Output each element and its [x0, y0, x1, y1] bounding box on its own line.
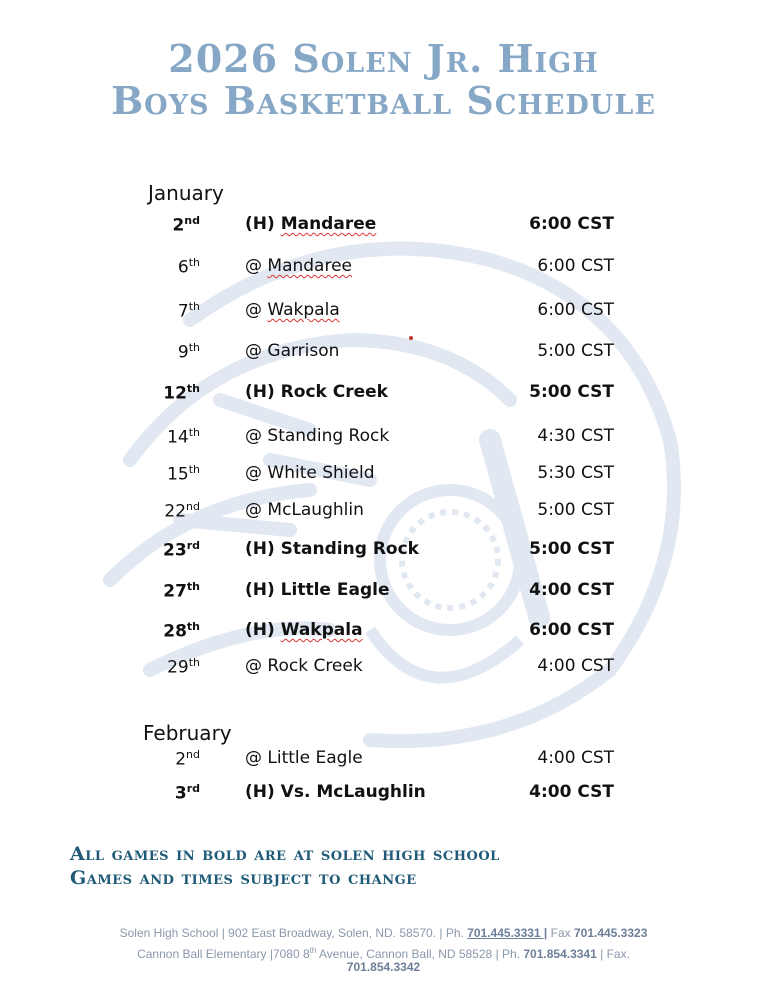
game-opponent: (H) Little Eagle [245, 580, 390, 600]
game-opponent: (H) Rock Creek [245, 382, 388, 402]
game-row [0, 500, 767, 524]
footer-text: Cannon Ball Elementary |7080 8 [137, 947, 310, 961]
game-date: 27th [163, 580, 200, 602]
game-date: 9th [177, 341, 200, 363]
game-opponent: @ Rock Creek [245, 656, 363, 676]
game-date: 23rd [163, 539, 200, 561]
game-row [0, 539, 767, 563]
game-opponent: (H) Standing Rock [245, 539, 419, 559]
game-opponent: @ Mandaree [245, 256, 353, 276]
game-time: 6:00 CST [529, 620, 614, 640]
footer-cannonball-fax [0, 959, 767, 976]
game-row [0, 782, 767, 806]
month-heading-january: January [148, 181, 224, 205]
game-row [0, 656, 767, 680]
game-date: 14th [167, 426, 200, 448]
game-row [0, 214, 767, 238]
game-row [0, 426, 767, 450]
game-opponent: (H) Mandaree [245, 214, 377, 234]
game-time: 5:00 CST [529, 382, 614, 402]
game-opponent: @ McLaughlin [245, 500, 364, 520]
game-opponent: (H) Vs. McLaughlin [245, 782, 426, 802]
solen-phone-link[interactable]: 701.445.3331 | [467, 926, 548, 940]
game-opponent: @ Little Eagle [245, 748, 363, 768]
game-date: 7th [177, 300, 200, 322]
note-subject-to-change: Games and times subject to change [70, 867, 417, 889]
game-time: 4:00 CST [529, 580, 614, 600]
game-opponent: @ Garrison [245, 341, 340, 361]
cannonball-phone: 701.854.3341 [523, 947, 597, 961]
game-time: 4:00 CST [529, 782, 614, 802]
game-time: 4:00 CST [537, 748, 614, 768]
game-row [0, 300, 767, 324]
game-row [0, 748, 767, 772]
game-date: 29th [167, 656, 200, 678]
game-date: 22nd [164, 500, 200, 522]
game-time: 4:00 CST [537, 656, 614, 676]
game-time: 6:00 CST [537, 256, 614, 276]
game-time: 5:00 CST [537, 500, 614, 520]
game-opponent: @ Standing Rock [245, 426, 390, 446]
month-heading-february: February [143, 721, 232, 745]
game-time: 4:30 CST [537, 426, 614, 446]
game-time: 5:30 CST [537, 463, 614, 483]
game-time: 6:00 CST [537, 300, 614, 320]
cannonball-fax: 701.854.3342 [346, 960, 421, 974]
footer-text: Solen High School | 902 East Broadway, Solen, ND. 58570. | Ph. [119, 926, 468, 940]
game-date: 28th [163, 620, 200, 642]
game-row [0, 341, 767, 365]
game-date: 3rd [174, 782, 200, 804]
footer-text: | Fax. [596, 947, 630, 961]
game-row [0, 620, 767, 644]
note-bold-home: All games in bold are at solen high school [70, 843, 500, 865]
game-row [0, 382, 767, 406]
title-line-1: 2026 Solen Jr. High [168, 36, 599, 81]
footer-solen-address [0, 925, 767, 942]
game-row [0, 463, 767, 487]
game-date: 12th [163, 382, 200, 404]
game-time: 6:00 CST [529, 214, 614, 234]
game-time: 5:00 CST [529, 539, 614, 559]
footer-text: Avenue, Cannon Ball, ND 58528 | Ph. [316, 947, 524, 961]
game-opponent: @ Wakpala [245, 300, 340, 320]
game-row [0, 580, 767, 604]
game-date: 2nd [175, 748, 200, 770]
game-date: 2nd [172, 214, 200, 236]
game-opponent: @ White Shield [245, 463, 375, 483]
title-line-2: Boys Basketball Schedule [111, 78, 656, 123]
game-opponent: (H) Wakpala [245, 620, 363, 640]
game-date: 15th [167, 463, 200, 485]
footer-sup: th [309, 946, 317, 955]
stray-dot [409, 336, 413, 340]
game-time: 5:00 CST [537, 341, 614, 361]
game-date: 6th [177, 256, 200, 278]
solen-fax: 701.445.3323 [573, 926, 648, 940]
footer-text: Fax [547, 926, 574, 940]
game-row [0, 256, 767, 280]
